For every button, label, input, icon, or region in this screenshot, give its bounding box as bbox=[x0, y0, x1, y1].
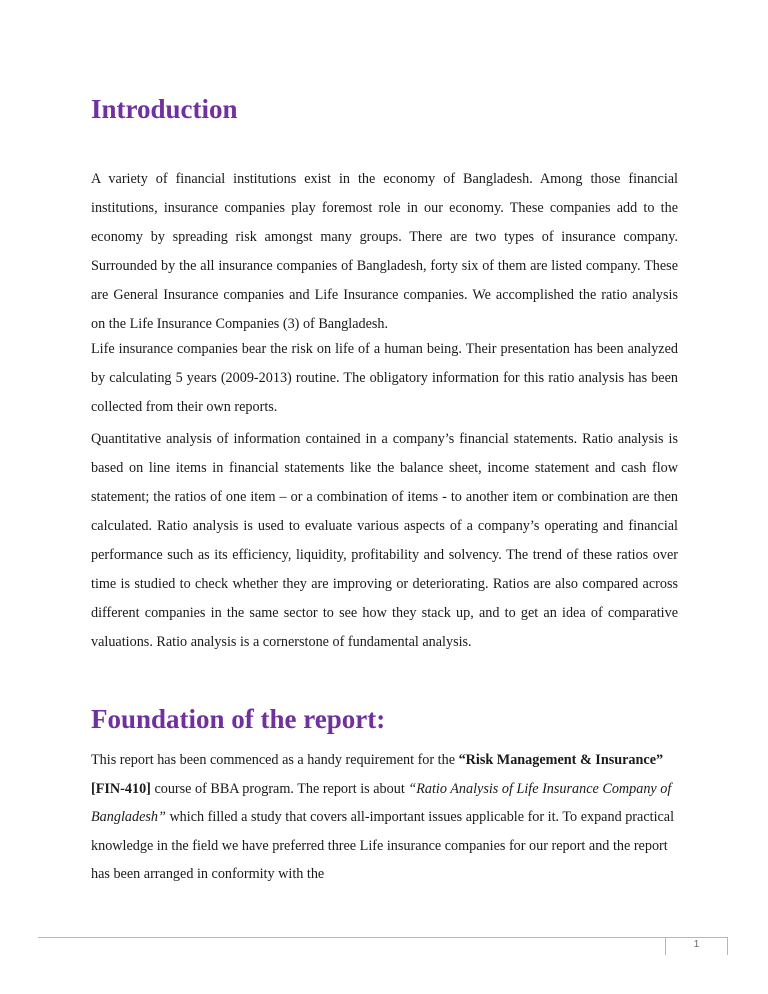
foundation-text-1: This report has been commenced as a handy requirement for the bbox=[91, 752, 459, 768]
intro-paragraph-1: A variety of financial institutions exist in the economy of Bangladesh. Among those financial institutions, insurance companies play foremost role in our economy. These companies add to the economy by spreading risk amongst many groups. There are two types of insurance company. Surrounded by the all insurance companies of Bangladesh, forty six of them are listed company. These are General Insurance companies and Life Insurance companies. We accomplished the ratio analysis on the Life Insurance Companies (3) of Bangladesh. bbox=[91, 171, 678, 332]
course-name: “Risk Management & Insurance” [FIN-410] bbox=[91, 752, 664, 797]
introduction-heading: Introduction bbox=[91, 94, 238, 124]
report-title: “Ratio Analysis of Life Insurance Company of Bangladesh” bbox=[91, 780, 672, 825]
foundation-heading: Foundation of the report: bbox=[91, 704, 386, 734]
intro-paragraph-3: Quantitative analysis of information contained in a company’s financial statements. Ratio analysis is based on line items in financial statements like the balance sheet, income statement and cash flow statement; the ratios of one item – or a combination of items - to another item or combination are then calculated. Ratio analysis is used to evaluate various aspects of a company’s operating and financial performance such as its efficiency, liquidity, profitability and solvency. The trend of these ratios over time is studied to check whether they are improving or deteriorating. Ratios are also compared across different companies in the same sector to see how they stack up, and to get an idea of comparative valuations. Ratio analysis is a cornerstone of fundamental analysis. bbox=[91, 431, 678, 650]
foundation-paragraph bbox=[91, 746, 678, 889]
intro-paragraph-2: Life insurance companies bear the risk on life of a human being. Their presentation has been analyzed by calculating 5 years (2009-2013) routine. The obligatory information for this ratio analysis has been collected from their own reports. bbox=[91, 341, 678, 415]
footer-divider bbox=[38, 937, 728, 938]
foundation-text-3: which filled a study that covers all-important issues applicable for it. To expand practical knowledge in the field we have preferred three Life insurance companies for our report and the report has been arranged in conformity with the bbox=[91, 809, 675, 882]
page-number: 1 bbox=[693, 939, 700, 950]
page-number-box bbox=[665, 937, 728, 955]
foundation-text-2: course of BBA program. The report is about bbox=[150, 780, 409, 797]
